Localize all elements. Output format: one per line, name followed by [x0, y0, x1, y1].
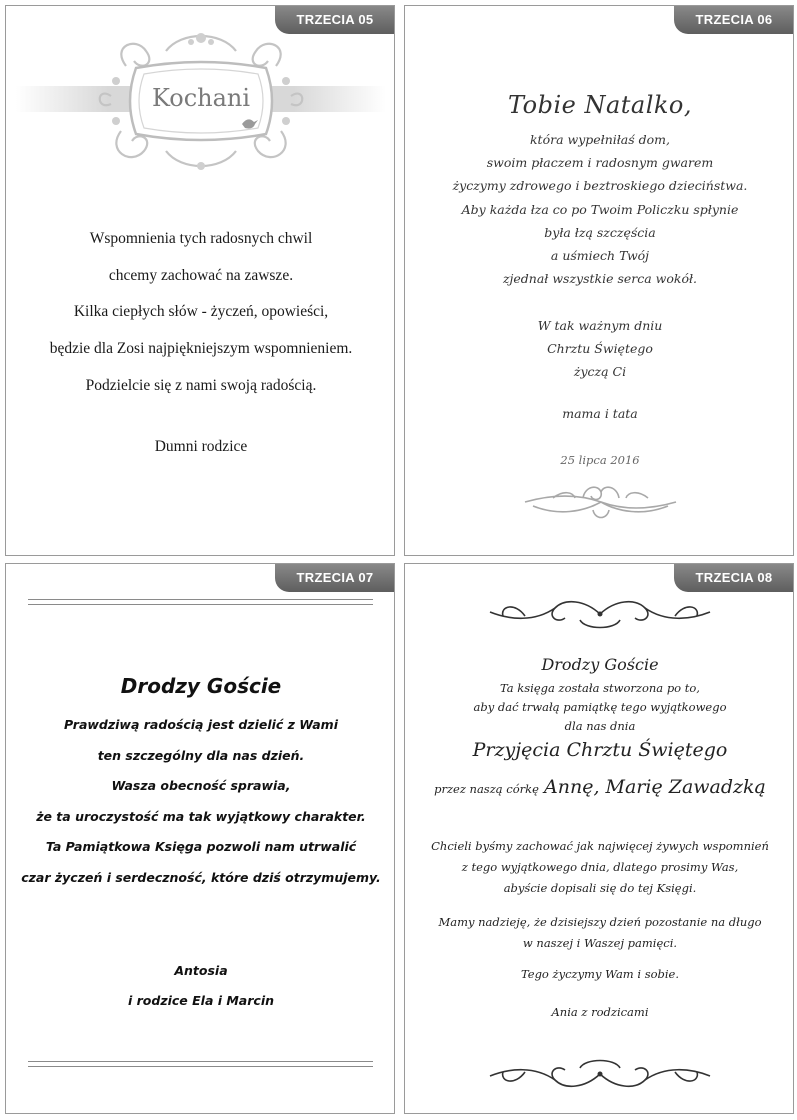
- message-line: w naszej i Waszej pamięci.: [522, 936, 678, 950]
- message-line: Wasza obecność sprawia,: [111, 778, 291, 793]
- message-line: chcemy zachować na zawsze.: [108, 266, 294, 284]
- message-line: swoim płaczem i radosnym gwarem: [486, 155, 714, 171]
- message-line: Aby każda łza co po Twoim Policzku spłynie: [461, 201, 739, 217]
- name-prefix: przez naszą córkę: [434, 782, 539, 796]
- wish-line: życzą Ci: [573, 364, 627, 379]
- message-line: aby dać trwałą pamiątkę tego wyjątkowego: [473, 700, 727, 714]
- flourish-ornament: [523, 476, 678, 526]
- flourish-ornament: [485, 1052, 715, 1096]
- message-line: że ta uroczystość ma tak wyjątkowy charakter.: [36, 808, 366, 824]
- signature-line: Antosia: [174, 963, 228, 978]
- message-line: Kilka ciepłych słów - życzeń, opowieści,: [73, 303, 329, 321]
- card-trzecia-05: [5, 5, 395, 556]
- message-line: abyście dopisali się do tej Księgi.: [503, 881, 697, 895]
- message-line: zjednał wszystkie serca wokół.: [502, 271, 698, 287]
- message-line: Ta księga została stworzona po to,: [500, 681, 700, 695]
- message-line: Podzielcie się z nami swoją radością.: [85, 376, 317, 394]
- event-title: Przyjęcia Chrztu Świętego: [472, 739, 728, 761]
- frame-title: Kochani: [151, 84, 251, 112]
- child-name-line: [405, 776, 794, 798]
- message-line: Ta Pamiątkowa Księga pozwoli nam utrwalić: [45, 839, 357, 854]
- message-line: była łzą szczęścia: [544, 224, 656, 240]
- signature-line: i rodzice Ela i Marcin: [127, 993, 274, 1008]
- divider-line: [28, 1061, 373, 1062]
- signature: Dumni rodzice: [154, 438, 248, 455]
- message-body: [6, 710, 395, 893]
- card-tag: TRZECIA 06: [674, 5, 794, 34]
- signature: mama i tata: [562, 406, 638, 421]
- divider-line: [28, 1066, 373, 1067]
- message-line: z tego wyjątkowego dnia, dlatego prosimy Was,: [461, 860, 739, 874]
- card-tag: TRZECIA 07: [275, 563, 395, 592]
- intro-text: [405, 679, 794, 736]
- wish-line: W tak ważnym dniu: [537, 318, 663, 333]
- message-line: Chcieli byśmy zachować jak najwięcej żywych wspomnień: [431, 839, 769, 853]
- date: 25 lipca 2016: [560, 453, 640, 467]
- wish-block: [405, 314, 794, 383]
- card-trzecia-07: [5, 563, 395, 1114]
- message-line: Wspomnienia tych radosnych chwil: [89, 230, 313, 247]
- message-paragraph: [405, 912, 794, 954]
- signature: [6, 956, 395, 1016]
- flourish-ornament: [485, 592, 715, 636]
- message-line: Tego życzymy Wam i sobie.: [520, 967, 680, 981]
- divider-line: [28, 604, 373, 605]
- divider-line: [28, 599, 373, 600]
- card-trzecia-06: [404, 5, 794, 556]
- message-body: [405, 128, 794, 290]
- greeting-title: Drodzy Goście: [541, 655, 659, 674]
- greeting-title: Drodzy Goście: [120, 674, 282, 698]
- message-line: Prawdziwą radością jest dzielić z Wami: [64, 717, 338, 732]
- message-paragraph: [405, 836, 794, 899]
- message-line: dla nas dnia: [564, 719, 636, 733]
- child-name: Annę, Marię Zawadzką: [544, 776, 766, 798]
- message-line: życzymy zdrowego i beztroskiego dzieciństwa.: [452, 178, 748, 194]
- message-line: a uśmiech Twój: [550, 247, 650, 263]
- message-line: która wypełniłaś dom,: [529, 132, 671, 147]
- message-line: będzie dla Zosi najpiękniejszym wspomnieniem.: [49, 340, 353, 358]
- message-line: czar życzeń i serdeczność, które dziś otrzymujemy.: [21, 869, 381, 885]
- greeting-title: Tobie Natalko,: [507, 91, 693, 119]
- signature: Ania z rodzicami: [551, 1005, 649, 1019]
- message-line: Mamy nadzieję, że dzisiejszy dzień pozostanie na długo: [438, 915, 762, 929]
- message-line: ten szczególny dla nas dzień.: [97, 747, 305, 763]
- wish-line: Chrztu Świętego: [547, 341, 653, 356]
- card-tag: TRZECIA 08: [674, 563, 794, 592]
- message-body: [6, 221, 395, 404]
- card-tag: TRZECIA 05: [275, 5, 395, 34]
- card-trzecia-08: [404, 563, 794, 1114]
